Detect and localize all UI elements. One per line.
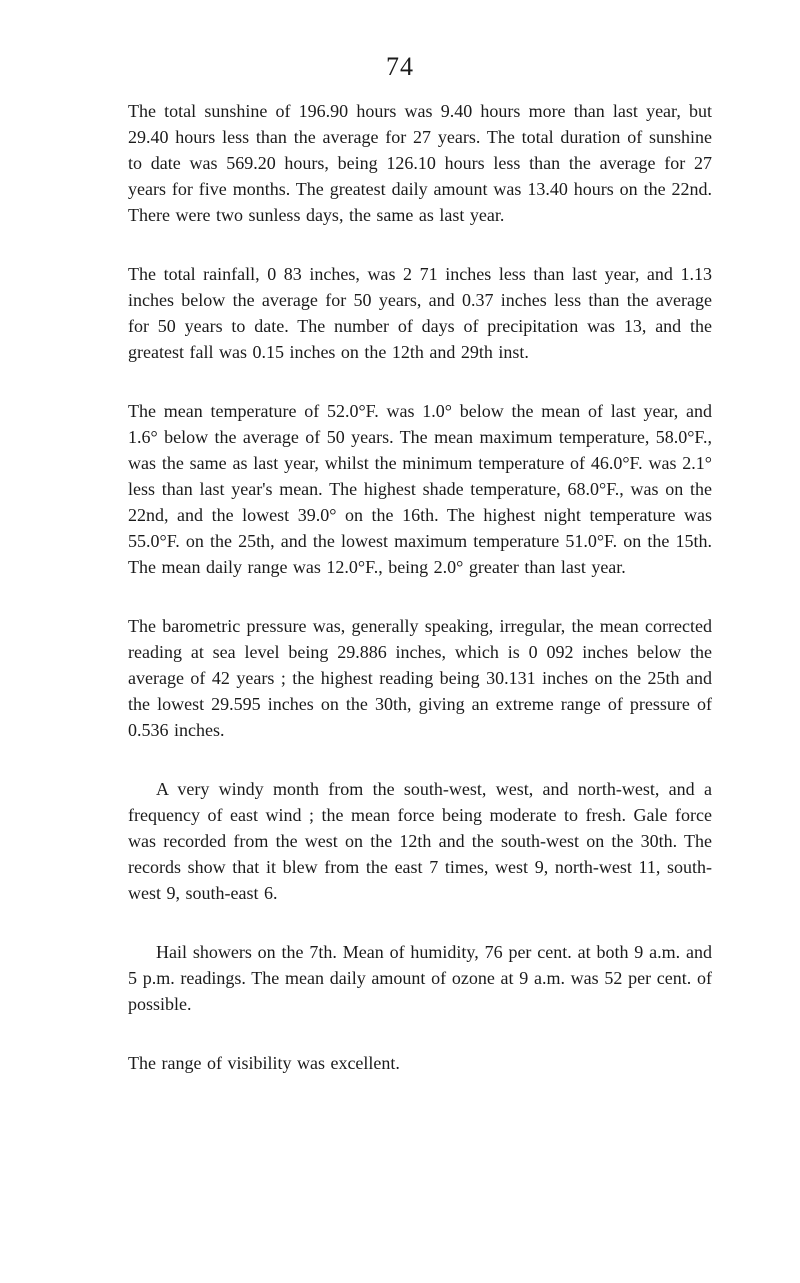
report-body xyxy=(128,98,712,1109)
paragraph-sunshine: The total sunshine of 196.90 hours was 9.40 hours more than last year, but 29.40 hours less than the average for 27 years. The total duration of sunshine to date was 569.20 hours, being 126.10 hours less than the average for 27 years for five months. The greatest daily amount was 13.40 hours on the 22nd. There were two sunless days, the same as last year. xyxy=(128,101,712,225)
paragraph-wind: A very windy month from the south-west, west, and north-west, and a frequency of east wind ; the mean force being moderate to fresh. Gale force was recorded from the west on the 12th and the south-west on the 30th. The records show that it blew from the east 7 times, west 9, north-west 11, south-west 9, south-east 6. xyxy=(128,779,712,903)
paragraph-pressure: The barometric pressure was, generally speaking, irregular, the mean corrected reading at sea level being 29.886 inches, which is 0 092 inches below the average of 42 years ; the highest reading being 30.131 inches on the 25th and the lowest 29.595 inches on the 30th, giving an extreme range of pressure of 0.536 inches. xyxy=(128,616,712,740)
paragraph-visibility: The range of visibility was excellent. xyxy=(128,1053,400,1073)
page-number: 74 xyxy=(386,52,414,81)
paragraph-hail-humidity-ozone: Hail showers on the 7th. Mean of humidity, 76 per cent. at both 9 a.m. and 5 p.m. readings. The mean daily amount of ozone at 9 a.m. was 52 per cent. of possible. xyxy=(128,942,712,1014)
paragraph-rainfall: The total rainfall, 0 83 inches, was 2 71 inches less than last year, and 1.13 inches below the average for 50 years, and 0.37 inches less than the average for 50 years to date. The number of days of precipitation was 13, and the greatest fall was 0.15 inches on the 12th and 29th inst. xyxy=(128,264,712,362)
paragraph-temperature: The mean temperature of 52.0°F. was 1.0° below the mean of last year, and 1.6° below the average of 50 years. The mean maximum temperature, 58.0°F., was the same as last year, whilst the minimum temperature of 46.0°F. was 2.1° less than last year's mean. The highest shade temperature, 68.0°F., was on the 22nd, and the lowest 39.0° on the 16th. The highest night temperature was 55.0°F. on the 25th, and the lowest maximum temperature 51.0°F. on the 15th. The mean daily range was 12.0°F., being 2.0° greater than last year. xyxy=(128,401,712,577)
